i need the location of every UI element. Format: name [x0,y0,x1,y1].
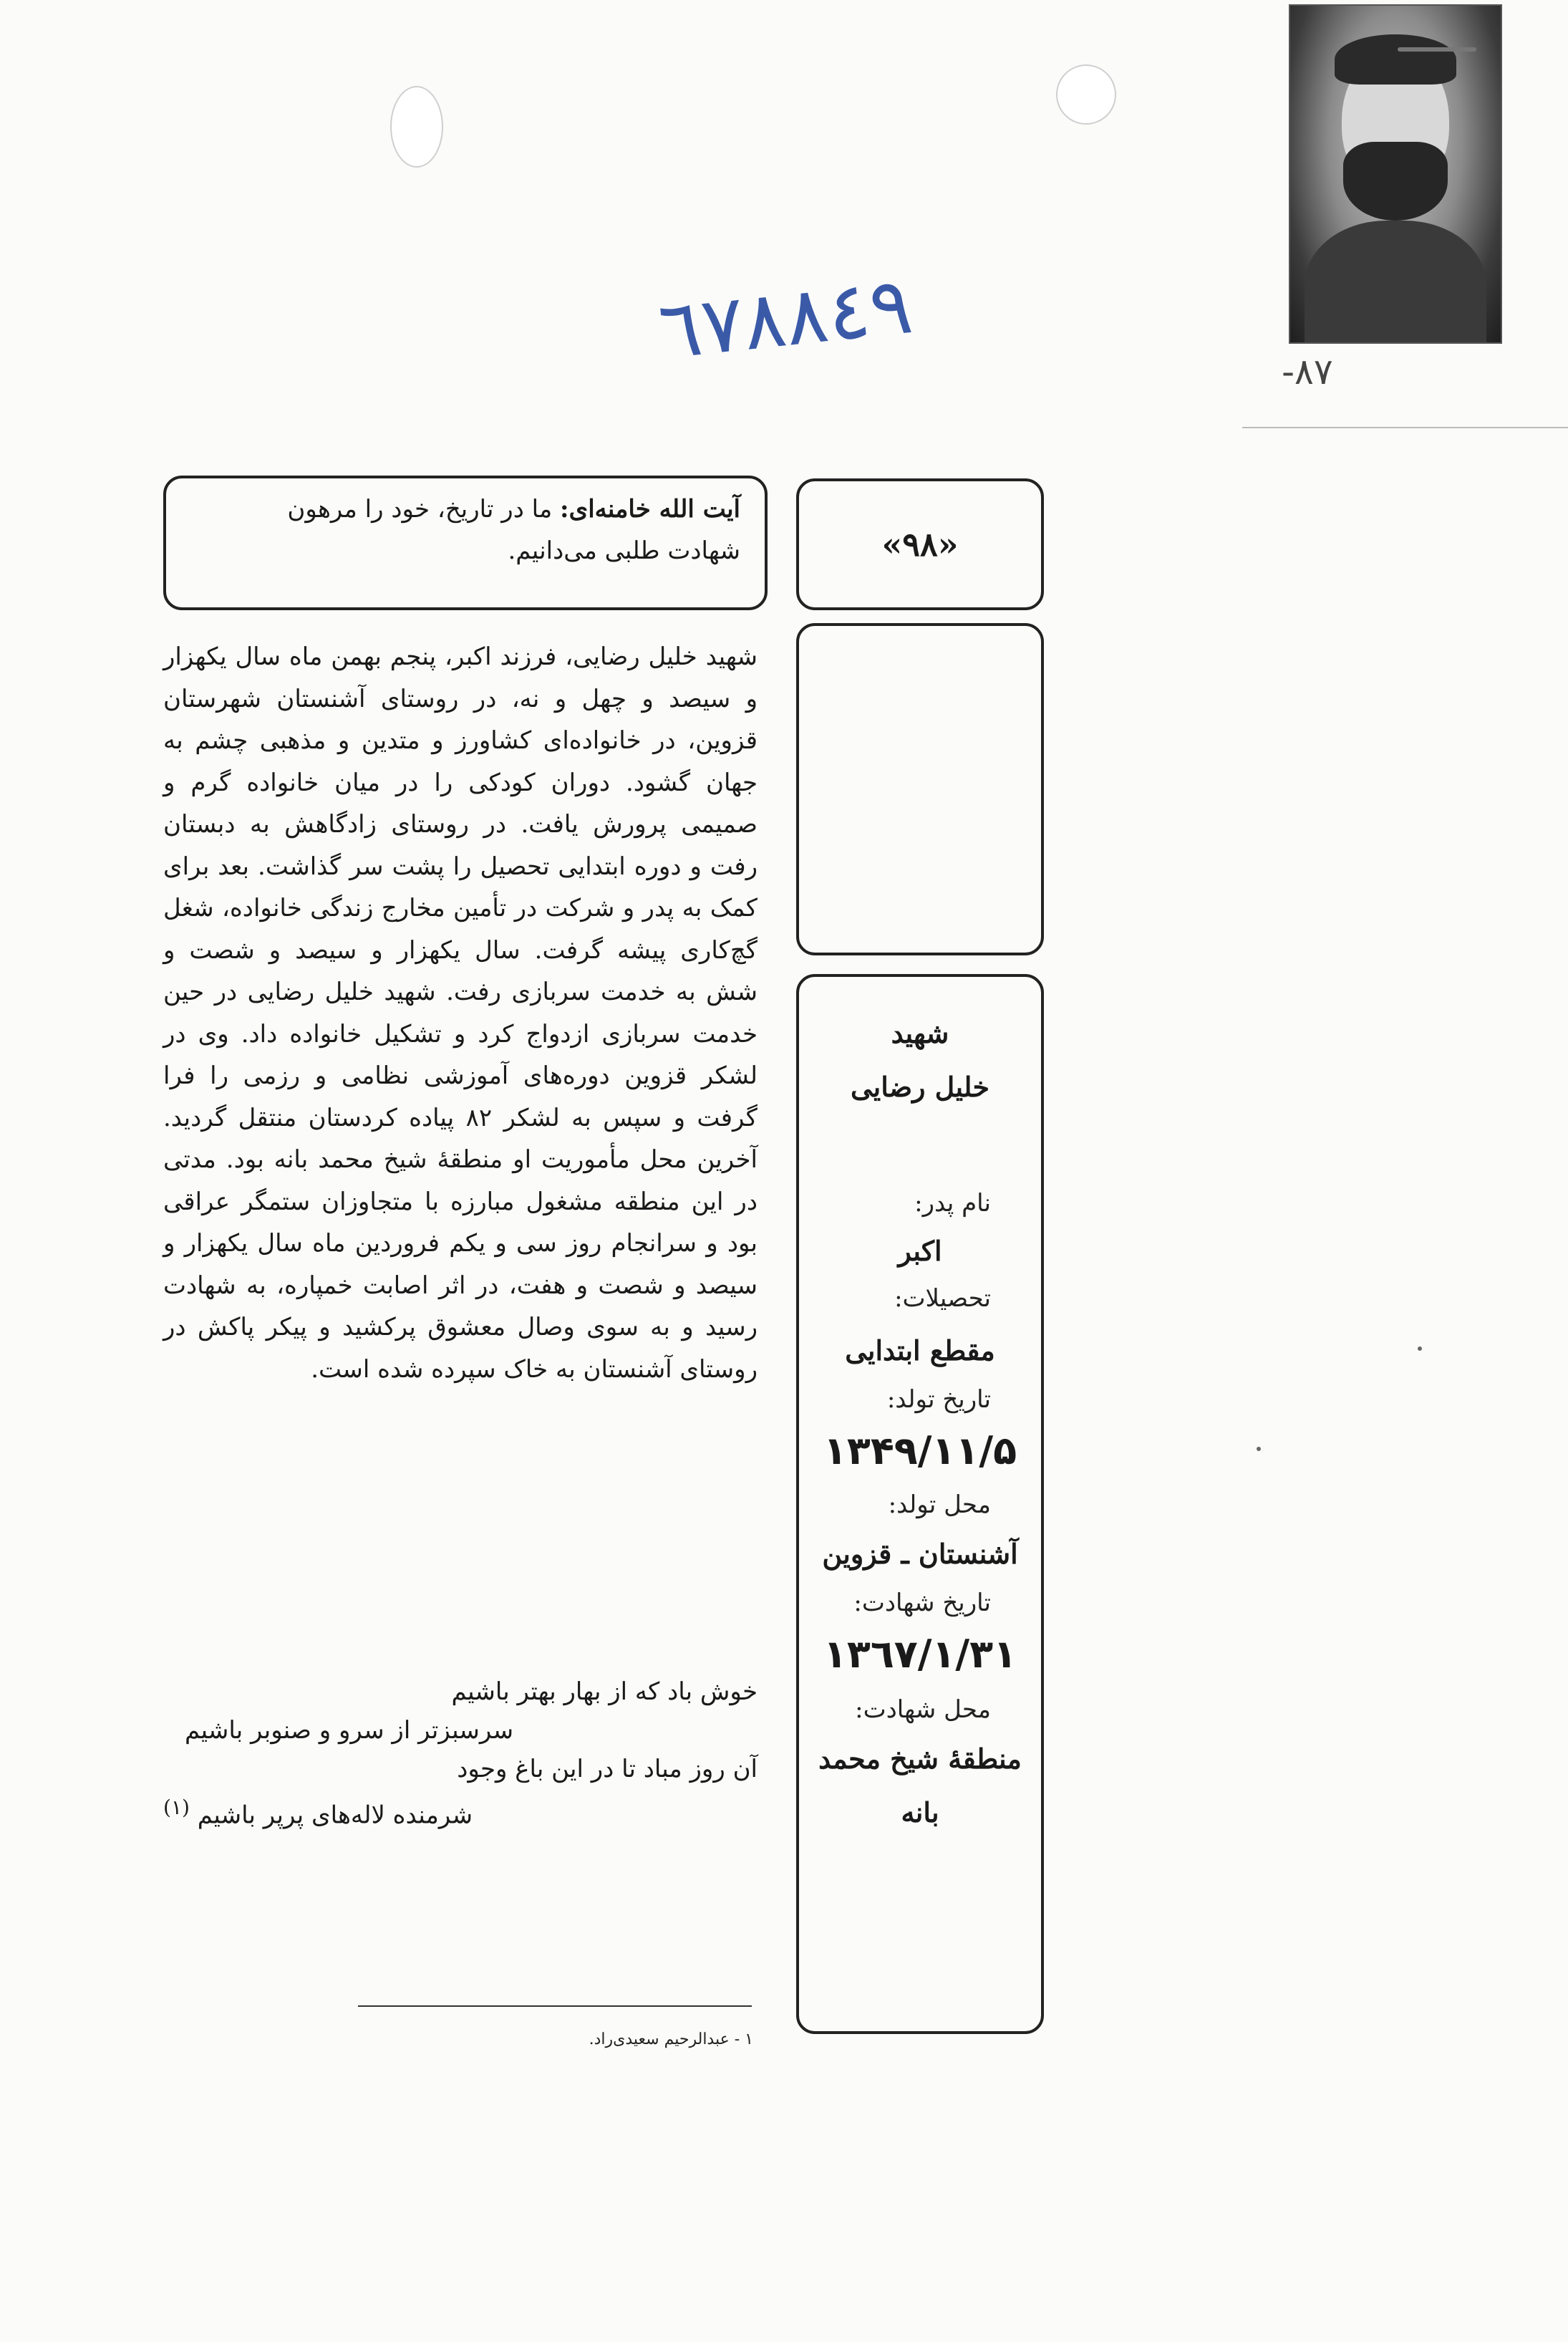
footnote-divider [358,2005,752,2007]
empty-box [796,623,1044,955]
poem-line-2: سرسبزتر از سرو و صنوبر باشیم [185,1716,514,1745]
punch-hole-left [390,86,443,168]
martyrdom-date-value: ۱۳٦۷/۱/۳۱ [823,1632,1017,1677]
poem-line-4-wrap [163,1788,758,1834]
paper-clip-icon [1398,47,1476,52]
quote-line-2: شهادت طلبی می‌دانیم. [508,536,740,565]
portrait-body [1305,221,1486,344]
martyrdom-place-value-1: منطقهٔ شیخ محمد [818,1743,1022,1775]
portrait-beard [1343,142,1448,221]
poem-line-1: خوش باد که از بهار بهتر باشیم [451,1677,758,1706]
birth-date-label: تاریخ تولد: [886,1385,991,1414]
martyrdom-place-value-2: بانه [901,1796,939,1828]
poem-footnote-ref: (۱) [163,1796,190,1819]
poem-line-4: شرمنده لاله‌های پرپر باشیم [197,1801,473,1830]
father-label: نام پدر: [914,1189,991,1218]
quote-line-1: ما در تاریخ، خود را مرهون [287,495,561,524]
quote-box [163,476,768,610]
info-title-label: شهید [891,1017,949,1049]
martyr-info-box [796,974,1044,2034]
punch-hole-right [1056,64,1116,125]
martyrdom-place-label: محل شهادت: [855,1695,991,1724]
martyr-name: خلیل رضایی [851,1071,989,1103]
birth-place-value: آشنستان ـ قزوین [822,1538,1018,1570]
biography-text: شهید خلیل رضایی، فرزند اکبر، پنجم بهمن ماه سال یکهزار و سیصد و چهل و نه، در روستای آشنستان شهرستان قزوین، در خانواده‌ای کشاورز و متدین و مذهبی چشم به جهان گشود. دوران کودکی را در میان خانواده گرم و صمیمی پرورش یافت. در روستای زادگاهش به دبستان رفت و دوره ابتدایی تحصیل را پشت سر گذاشت. بعد برای کمک به پدر و شرکت در تأمین مخارج زندگی خانواده، شغل گچ‌کاری پیشه گرفت. سال یکهزار و سیصد و شصت و شش به خدمت سربازی رفت. شهید خلیل رضایی در حین خدمت سربازی ازدواج کرد و تشکیل خانواده داد. وی در لشکر قزوین دوره‌های آموزشی نظامی و رزمی را فرا گرفت و سپس به لشکر ۸۲ پیاده کردستان منتقل گردید. آخرین محل مأموریت او منطقهٔ شیخ محمد بانه بود. مدتی در این منطقه مشغول مبارزه با متجاوزان ستمگر عراقی بود و سرانجام روز سی و یکم فروردین ماه سال یکهزار و سیصد و شصت و هفت، در اثر اصابت خمپاره، به شهادت رسید و به سوی وصال معشوق پرکشید و پیکر پاکش در روستای آشنستان به خاک سپرده شده است. [163,642,758,1384]
portrait-photo [1289,4,1502,344]
paper-speck [1257,1447,1261,1451]
handwritten-archive-number: ٦٧٨٨٤٩ [654,259,917,377]
top-divider [1242,427,1568,428]
birth-place-label: محل تولد: [888,1490,991,1519]
father-value: اکبر [898,1235,942,1267]
footnote: ۱ - عبدالرحیم سعیدی‌راد. [589,2030,753,2048]
martyrdom-date-label: تاریخ شهادت: [853,1589,991,1617]
education-label: تحصیلات: [894,1284,991,1313]
entry-number-box [796,478,1044,610]
birth-date-value: ۱۳۴۹/۱۱/۵ [823,1428,1017,1473]
poem [163,1672,758,1834]
page-code: ٨٧- [1282,351,1333,392]
poem-line-3: آن روز مباد تا در این باغ وجود [457,1755,758,1783]
portrait-hair [1335,34,1456,85]
quote-speaker: آیت الله خامنه‌ای: [560,495,740,524]
entry-number: «۹۸» [881,525,959,564]
education-value: مقطع ابتدایی [845,1334,995,1367]
quote-text [190,488,740,572]
paper-speck [1418,1346,1422,1351]
